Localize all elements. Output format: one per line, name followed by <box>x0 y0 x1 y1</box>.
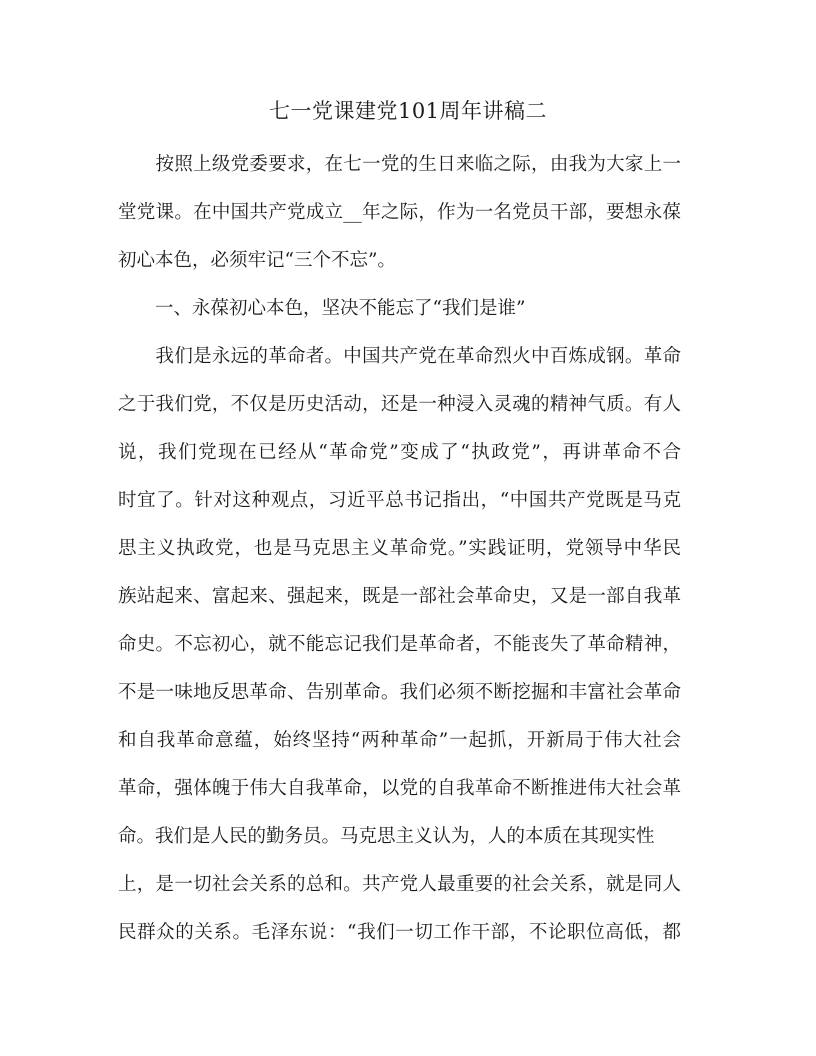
body-line: 民群众的关系。毛泽东说：“我们一切工作干部，不论职位高低，都 <box>118 922 681 943</box>
body-line: 时宜了。针对这种观点，习近平总书记指出，“中国共产党既是马克 <box>118 490 681 511</box>
body-line: 命史。不忘初心，就不能忘记我们是革命者，不能丧失了革命精神， <box>118 634 681 655</box>
body-line: 按照上级党委要求，在七一党的生日来临之际，由我为大家上一 <box>118 154 681 175</box>
section-heading: 一、永葆初心本色，坚决不能忘了“我们是谁” <box>118 298 526 319</box>
document-title: 七一党课建党101周年讲稿二 <box>268 99 548 123</box>
body-line: 说，我们党现在已经从“革命党”变成了“执政党”，再讲革命不合 <box>118 442 681 463</box>
body-line: 革命，强体魄于伟大自我革命，以党的自我革命不断推进伟大社会革 <box>118 778 681 799</box>
body-line: 命。我们是人民的勤务员。马克思主义认为，人的本质在其现实性 <box>118 826 655 847</box>
body-line: 初心本色，必须牢记“三个不忘”。 <box>118 250 396 271</box>
body-line: 我们是永远的革命者。中国共产党在革命烈火中百炼成钢。革命 <box>118 346 681 367</box>
body-line: 思主义执政党，也是马克思主义革命党。”实践证明，党领导中华民 <box>118 538 681 559</box>
body-line: 上，是一切社会关系的总和。共产党人最重要的社会关系，就是同人 <box>118 874 681 895</box>
body-line: 不是一味地反思革命、告别革命。我们必须不断挖掘和丰富社会革命 <box>118 682 681 703</box>
body-line: 和自我革命意蕴，始终坚持“两种革命”一起抓，开新局于伟大社会 <box>118 730 681 751</box>
body-line: 族站起来、富起来、强起来，既是一部社会革命史，又是一部自我革 <box>118 586 681 607</box>
body-line: 之于我们党，不仅是历史活动，还是一种浸入灵魂的精神气质。有人 <box>118 394 681 415</box>
body-line: 堂党课。在中国共产党成立__年之际，作为一名党员干部，要想永葆 <box>118 202 681 223</box>
